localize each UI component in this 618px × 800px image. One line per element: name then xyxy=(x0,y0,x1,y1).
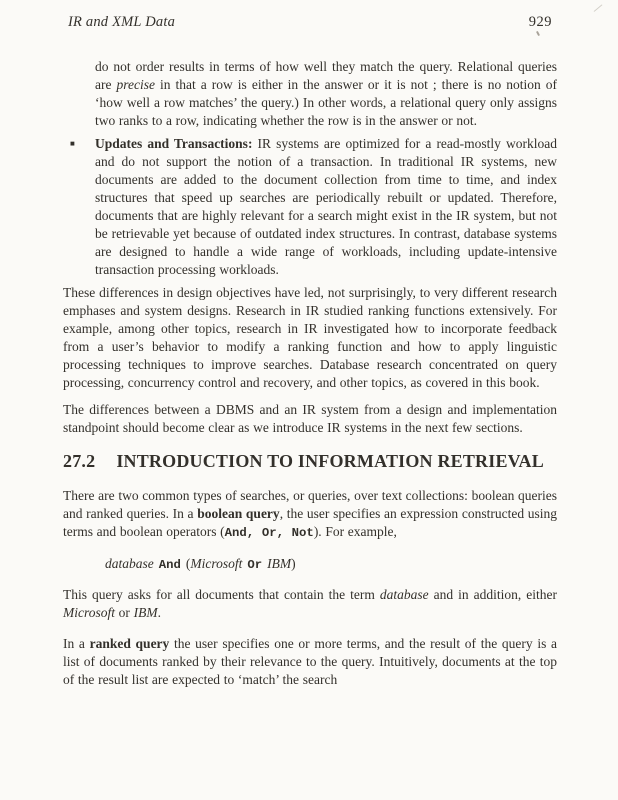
italic-term-microsoft: Microsoft xyxy=(63,605,115,620)
paragraph-ranked-query xyxy=(63,635,557,689)
italic-term-precise: precise xyxy=(116,77,155,92)
open-paren: ( xyxy=(185,556,191,571)
text-segment: This query asks for all documents that contain the term xyxy=(63,587,380,602)
text-segment: ). For example, xyxy=(313,524,397,539)
running-head xyxy=(0,0,618,32)
italic-term-database: database xyxy=(105,556,154,571)
section-title: INTRODUCTION TO INFORMATION RETRIEVAL xyxy=(116,451,544,471)
text-segment: do not order results in terms of how well they match the query. Relational queries are xyxy=(95,59,557,92)
running-title: IR and XML Data xyxy=(68,14,176,30)
bullet-item-updates-transactions xyxy=(63,135,557,279)
boolean-query-example xyxy=(63,555,557,574)
mono-operators: And, Or, Not xyxy=(224,526,314,540)
text-segment: or xyxy=(115,605,134,620)
mono-operator-and: And xyxy=(158,558,181,572)
close-paren: ) xyxy=(291,556,296,571)
paragraph-query-types xyxy=(63,487,557,542)
italic-term-database: database xyxy=(379,587,429,602)
paragraph-dbms-vs-ir: The differences between a DBMS and an IR system from a design and implementation standpoint should become clear as we introduce IR systems in the next few sections. xyxy=(63,402,557,435)
text-segment: the user specifies one or more terms, and the result of the query is a list of documents ranked by their relevance to the query. Intuitively, documents at the top of the result list are expected to ‘match’ the search xyxy=(63,636,557,687)
section-number: 27.2 xyxy=(63,451,96,471)
bold-term-boolean-query: boolean query xyxy=(197,506,280,521)
mono-operator-or: Or xyxy=(247,558,263,572)
text-segment: , the user specifies an expression constructed using terms and boolean operators ( xyxy=(63,506,558,539)
text-segment: in that a row is either in the answer or it is not ; there is no notion of ‘how well a row matches’ the query.) In other words, a relational query only assigns two ranks to a row, indicating whether the row is in the answer or not. xyxy=(95,77,557,128)
italic-term-ibm: IBM xyxy=(133,605,158,620)
text-segment: and in addition, either xyxy=(428,587,558,602)
bold-term-ranked-query: ranked query xyxy=(89,636,170,651)
text-segment: IR systems are optimized for a read-mostly workload and do not support the notion of a transaction. In traditional IR systems, new documents are added to the document collection from time to time, and index structures that speed up searches are periodically rebuilt or updated. Therefore, documents that are highly relevant for a search might exist in the IR system, but not be retrievable yet because of outdated index structures. In contrast, database systems are designed to handle a wide range of workloads, including update-intensive transaction processing workloads. xyxy=(95,136,557,277)
text-segment: In a xyxy=(63,636,90,651)
bullet-item-text xyxy=(95,135,557,279)
page-body xyxy=(63,58,557,689)
italic-term-microsoft: Microsoft xyxy=(190,556,243,571)
bullet-term: Updates and Transactions: xyxy=(95,136,253,151)
section-heading-27-2 xyxy=(63,450,557,472)
italic-term-ibm: IBM xyxy=(267,556,292,571)
paragraph-example-explanation xyxy=(63,586,557,622)
text-segment: There are two common types of searches, or queries, over text collections: boolean queries and ranked queries. In a xyxy=(63,488,557,521)
square-bullet-icon: ■ xyxy=(70,139,75,148)
text-segment: . xyxy=(157,605,161,620)
paragraph-design-objectives: These differences in design objectives have led, not surprisingly, to very different research emphases and system designs. Research in IR studied ranking functions extensively. For example, among other topics, research in IR investigated how to incorporate feedback from a user’s behavior to modify a ranking function and how to apply linguistic processing techniques to improve searches. Database research concentrated on query processing, concurrency control and recovery, and other topics, as covered in this book. xyxy=(63,285,557,390)
paragraph-relational-queries xyxy=(95,58,557,130)
page-number: 929 xyxy=(528,14,552,30)
